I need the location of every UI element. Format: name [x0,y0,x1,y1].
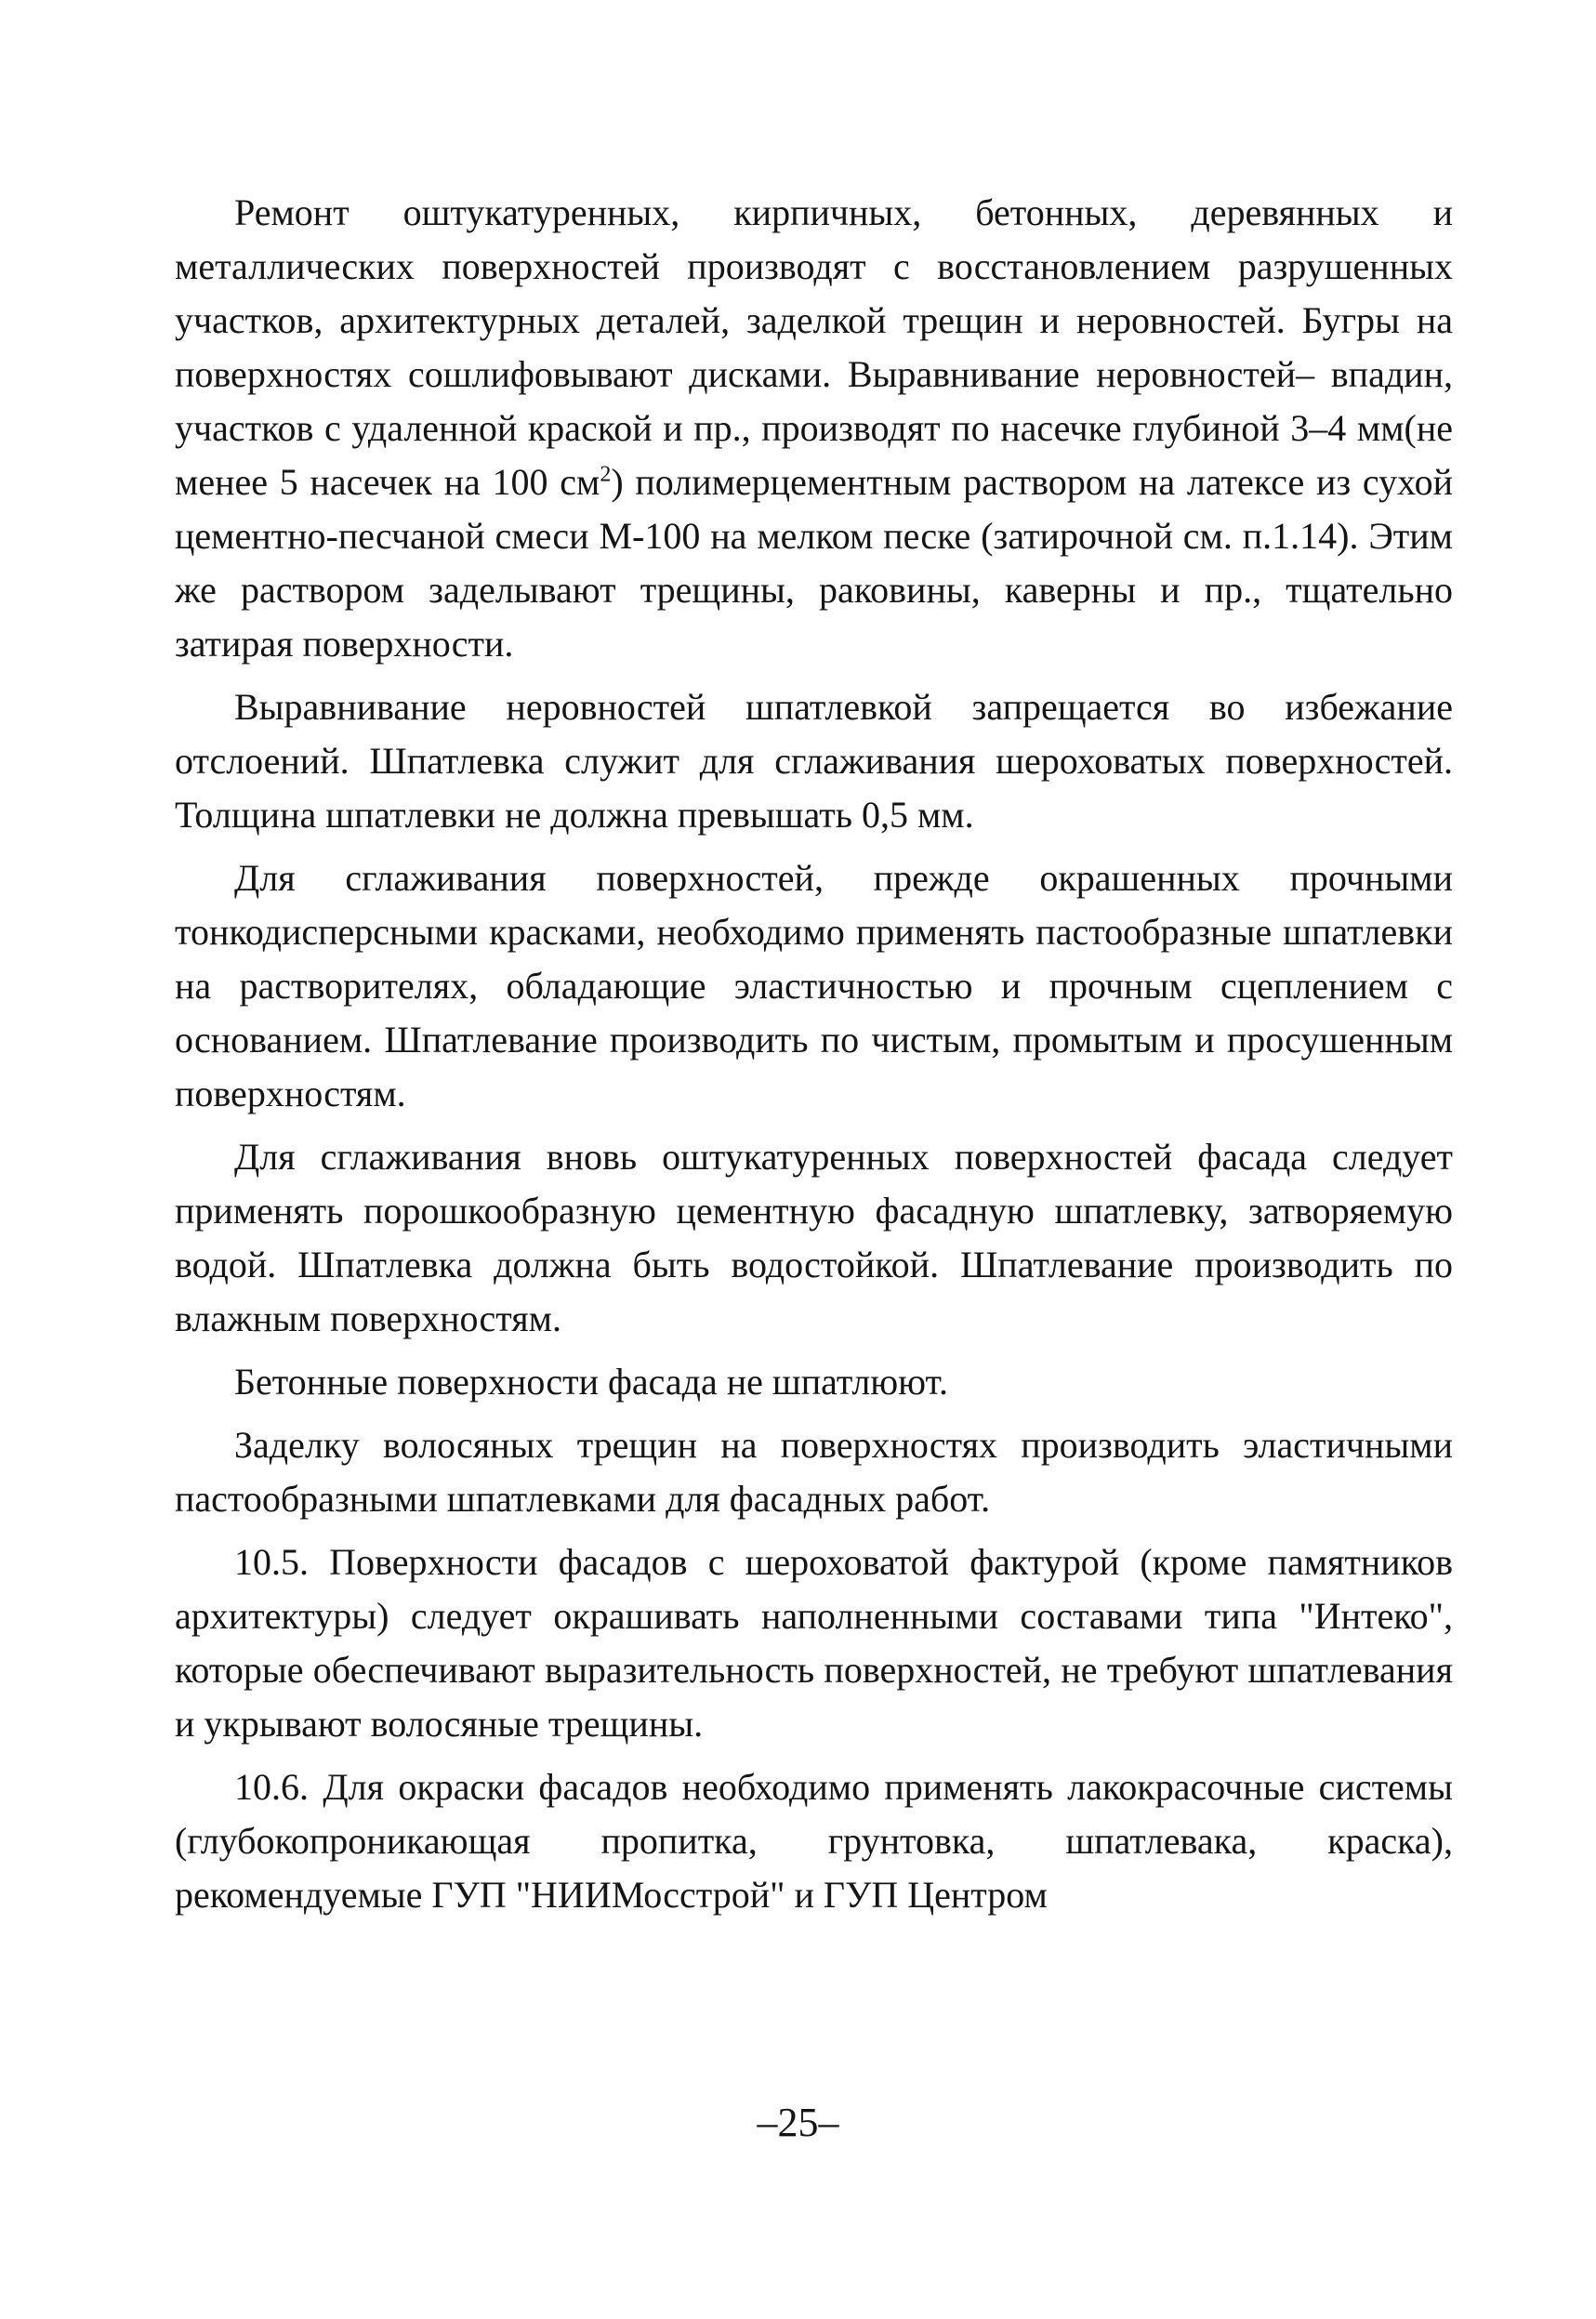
paragraph-painted-surfaces: Для сглаживания поверхностей, прежде окрашенных прочными тонкодисперсными красками, необходимо применять пастообразные шпатлевки на растворителях, обладающие эластичностью и прочным сцеплением с основанием. Шпатлевание производить по чистым, промытым и просушенным поверхностям. [175,857,1453,1114]
paragraph-text-part: Ремонт оштукатуренных, кирпичных, бетонных, деревянных и металлических поверхностей производят с восстановлением разрушенных участков, архитектурных деталей, заделкой трещин и неровностей. Бугры на поверхностях сошлифовывают дисками. Выравнивание неровностей– впадин, участков с удаленной краской и пр., производят по насечке глубиной 3–4 мм(не менее 5 насечек на 100 см [175,191,1453,503]
body-text [175,186,1453,1931]
paragraph-repair-surfaces [175,186,1453,671]
paragraph-concrete: Бетонные поверхности фасада не шпатлюют. [234,1361,948,1403]
paragraph-new-plaster: Для сглаживания вновь оштукатуренных поверхностей фасада следует применять порошкообразную цементную фасадную шпатлевку, затворяемую водой. Шпатлевка должна быть водостойкой. Шпатлевание производить по влажным поверхностям. [175,1136,1453,1339]
paragraph-section-10-5: 10.5. Поверхности фасадов с шероховатой фактурой (кроме памятников архитектуры) следует окрашивать наполненными составами типа "Интеко", которые обеспечивают выразительность поверхностей, не требуют шпатлевания и укрывают волосяные трещины. [175,1541,1453,1745]
paragraph-text-part: ) полимерцементным раствором на латексе из сухой цементно-песчаной смеси М-100 на мелком песке (затирочной см. п.1.14). Этим же раствором заделывают трещины, раковины, каверны и пр., тщательно затирая поверхности. [175,461,1453,665]
page-number: –25– [757,2100,839,2145]
paragraph-hairline-cracks: Заделку волосяных трещин на поверхностях производить эластичными пастообразными шпатлевками для фасадных работ. [175,1424,1453,1520]
superscript-squared: 2 [600,462,612,487]
paragraph-putty-leveling: Выравнивание неровностей шпатлевкой запрещается во избежание отслоений. Шпатлевка служит для сглаживания шероховатых поверхностей. Толщина шпатлевки не должна превышать 0,5 мм. [175,686,1453,836]
paragraph-section-10-6: 10.6. Для окраски фасадов необходимо применять лакокрасочные системы (глубокопроникающая пропитка, грунтовка, шпатлевака, краска), рекомендуемые ГУП "НИИМосстрой" и ГУП Центром [175,1766,1453,1916]
